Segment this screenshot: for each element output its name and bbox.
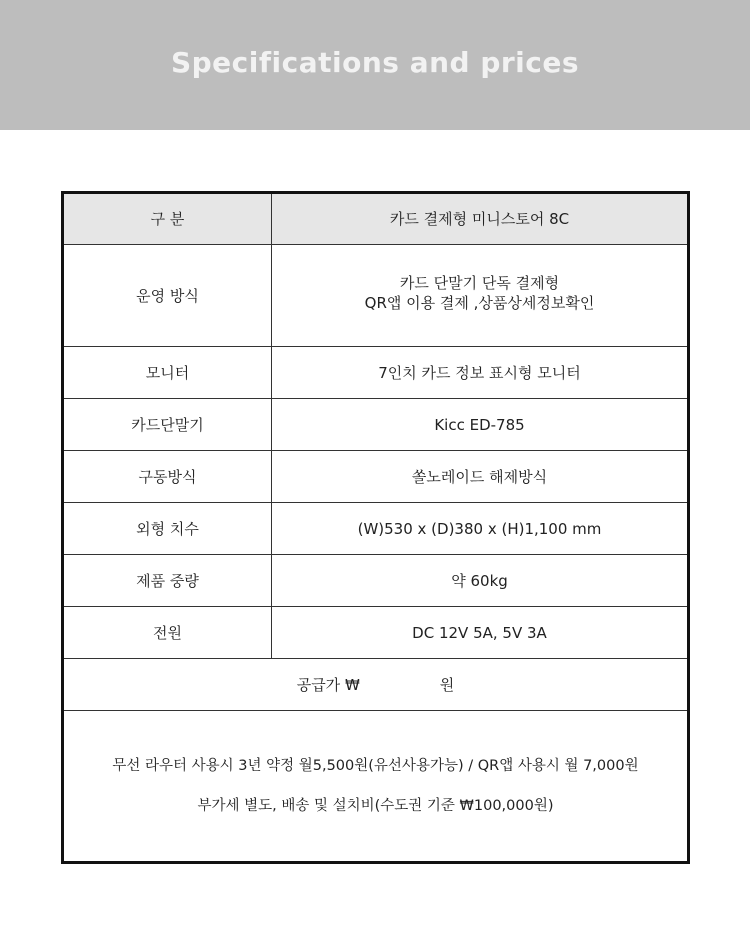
spec-table (61, 191, 690, 864)
notes-row (63, 711, 689, 863)
table-row (63, 503, 689, 555)
row-value: Kicc ED-785 (272, 399, 689, 451)
price-unit: 원 (439, 675, 455, 694)
row-value: 7인치 카드 정보 표시형 모니터 (272, 347, 689, 399)
row-label: 카드단말기 (63, 399, 272, 451)
table-row (63, 451, 689, 503)
row-value (272, 245, 689, 347)
table-row (63, 245, 689, 347)
row-value: (W)530 x (D)380 x (H)1,100 mm (272, 503, 689, 555)
price-label: 공급가 ₩ (296, 675, 360, 694)
price-cell (63, 659, 689, 711)
row-value: 쏠노레이드 해제방식 (272, 451, 689, 503)
table-row (63, 607, 689, 659)
note-line: 무선 라우터 사용시 3년 약정 월5,500원(유선사용가능) / QR앱 사용시 월 7,000원 (112, 758, 639, 774)
price-row (63, 659, 689, 711)
note-line: 부가세 별도, 배송 및 설치비(수도권 기준 ₩100,000원) (197, 798, 554, 814)
header-value: 카드 결제형 미니스토어 8C (272, 193, 689, 245)
table-row (63, 399, 689, 451)
row-label: 전원 (63, 607, 272, 659)
row-label: 구동방식 (63, 451, 272, 503)
row-label: 운영 방식 (63, 245, 272, 347)
row-label: 외형 치수 (63, 503, 272, 555)
row-label: 모니터 (63, 347, 272, 399)
row-value-line: 카드 단말기 단독 결제형 (399, 273, 560, 292)
table-header-row (63, 193, 689, 245)
row-value: DC 12V 5A, 5V 3A (272, 607, 689, 659)
row-value-line: QR앱 이용 결제 ,상품상세정보확인 (364, 293, 595, 312)
title-banner (0, 0, 750, 130)
header-label: 구 분 (63, 193, 272, 245)
banner-title: Specifications and prices (170, 45, 580, 79)
row-value: 약 60kg (272, 555, 689, 607)
notes-cell (63, 711, 689, 863)
row-label: 제품 중량 (63, 555, 272, 607)
table-row (63, 347, 689, 399)
table-row (63, 555, 689, 607)
